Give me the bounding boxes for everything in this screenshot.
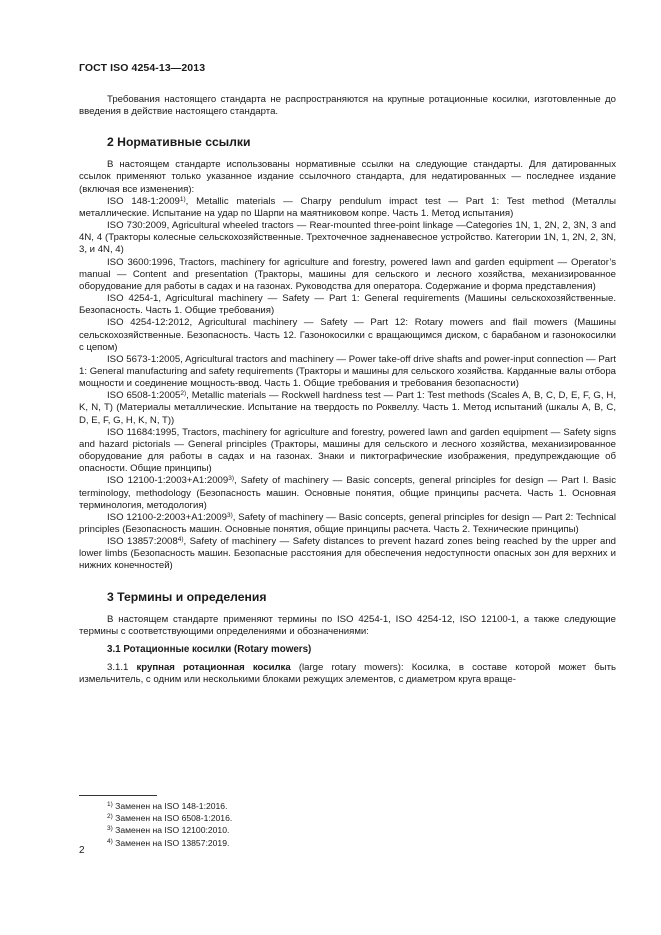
- page-number: 2: [79, 845, 85, 856]
- section-3-title: 3 Термины и определения: [107, 589, 267, 604]
- footnote-mark: 4): [107, 837, 113, 845]
- footnote-mark: 2): [107, 813, 113, 821]
- section-3-intro: В настоящем стандарте применяют термины по ISO 4254-1, ISO 4254-12, ISO 12100-1, а также следующие термины с соответствующими определениями и обозначениями:: [79, 613, 616, 637]
- term-name: крупная ротационная косилка: [136, 662, 291, 674]
- footnote-text: Заменен на ISO 13857:2019.: [115, 837, 230, 848]
- reference-item: [79, 427, 616, 476]
- reference-title: , Agricultural machinery — Safety — Part 1: General requirements (Машины сельскохозяйственные. Безопасность. Часть 1. Общие требования): [79, 293, 616, 317]
- reference-code: ISO 730:2009: [107, 220, 167, 232]
- footnote-marker: 3): [228, 475, 234, 483]
- reference-item: [79, 354, 616, 390]
- footnote-item: [107, 837, 232, 849]
- reference-code: ISO 13857:2008: [107, 536, 178, 548]
- footnote-text: Заменен на ISO 12100:2010.: [115, 825, 230, 836]
- reference-title: , Metallic materials — Charpy pendulum impact test — Part 1: Test method (Металлы металлические. Испытание на удар по Шарпи на маятниковом копре. Часть 1. Метод испытания): [79, 195, 616, 219]
- reference-code: ISO 12100-1:2003+A1:2009: [107, 475, 229, 487]
- footnote-marker: 1): [179, 195, 186, 203]
- reference-item: [79, 536, 616, 572]
- section-2-intro: В настоящем стандарте использованы нормативные ссылки на следующие стандарты. Для датированных ссылок применяют только указанное издание ссылочного стандарта, для недатированных — последнее издание (включая все изменения):: [79, 159, 616, 195]
- footnote-text: Заменен на ISO 148-1:2016.: [115, 801, 228, 811]
- footnote-marker: 3): [226, 511, 233, 519]
- reference-code: ISO 5673-1:2005: [107, 353, 181, 365]
- footnote-text: Заменен на ISO 6508-1:2016.: [115, 813, 233, 824]
- reference-code: ISO 4254-12:2012: [107, 317, 190, 329]
- footnote-divider: [79, 795, 157, 796]
- reference-code: ISO 6508-1:2005: [107, 390, 181, 402]
- reference-title: , Tractors, machinery for agriculture and forestry, powered lawn and garden equipment — Operator’s manual — Content and presentation (Тракторы, машины для сельского и лесного хозяйства, механизированное оборудование для работы в садах и на газонах. Руководства для оператора. Содержание и форма представления): [79, 256, 616, 292]
- footnote-mark: 3): [107, 825, 113, 833]
- intro-paragraph: Требования настоящего стандарта не распространяются на крупные ротационные косилки, изготовленные до введения в действие настоящего стандарта.: [79, 94, 616, 118]
- reference-item: [79, 475, 616, 511]
- term-3-1-1: [79, 662, 616, 686]
- document-body: [79, 94, 616, 686]
- reference-title: , Agricultural machinery — Safety — Part 12: Rotary mowers and flail mowers (Машины сельскохозяйственные. Безопасность. Часть 12. Газонокосилки с вращающимся диском, с барабаном и газонокосилки с цепом): [79, 317, 616, 353]
- reference-item: [79, 390, 616, 426]
- reference-item: [79, 257, 616, 293]
- document-header: ГОСТ ISO 4254-13—2013: [79, 62, 206, 74]
- footnotes: [107, 800, 232, 849]
- reference-code: ISO 4254-1: [107, 293, 159, 305]
- reference-code: ISO 12100-2:2003+A1:2009: [107, 511, 227, 523]
- reference-item: [79, 220, 616, 256]
- term-definition: (large rotary mowers): Косилка, в составе которой может быть измельчитель, с одним или несколькими блоками режущих элементов, с диаметром круга враще-: [79, 662, 617, 686]
- reference-title: , Tractors, machinery for agriculture and forestry, powered lawn and garden equipment — Safety signs and hazard pictorials — General principles (Тракторы, машины для сельского и лесного хозяйства, механизированное оборудование для работы в садах и на газонах. Знаки и пиктографические изображения, предупреждающие об опасности. Общие принципы): [79, 426, 616, 475]
- reference-title: , Agricultural wheeled tractors — Rear-mounted three-point linkage —Categories 1N, 1, 2N, 2, 3N, 3 and 4N, 4 (Тракторы колесные сельскохозяйственные. Трехточечное задненавесное устройство. Категории 1N, 1, 2N, 2, 3N, 3, и 4N, 4): [79, 220, 616, 256]
- reference-list: [79, 196, 616, 573]
- footnote-mark: 1): [107, 801, 113, 808]
- reference-title: , Metallic materials — Rockwell hardness test — Part 1: Test methods (Scales A, B, C, D, E, F, G, H, K, N, T) (Материалы металлические. Испытание на твердость по Роквеллу. Часть 1. Метод испытаний (шкалы A, B, C, D, E, F, G, H, K, N, T)): [79, 390, 616, 426]
- reference-code: ISO 11684:1995: [107, 426, 177, 438]
- term-number: 3.1.1: [107, 662, 129, 674]
- subsection-3-1-title: 3.1 Ротационные косилки (Rotary mowers): [107, 643, 312, 655]
- reference-item: [79, 512, 616, 536]
- footnote-item: [107, 800, 232, 812]
- reference-code: ISO 3600:1996: [107, 256, 173, 268]
- footnote-marker: 2): [180, 390, 187, 398]
- reference-title: , Safety of machinery — Basic concepts, general principles for design — Part 2: Technical principles (Безопасность машин. Основные понятия, общие принципы расчета. Часть 2. Технические принципы): [79, 511, 616, 535]
- reference-item: [79, 317, 616, 353]
- reference-title: , Agricultural tractors and machinery — Power take-off drive shafts and power-input connection — Part 1: General manufacturing and safety requirements (Тракторы и машины для сельского хозяйства. Карданные валы отбора мощности и соединение мощность-ввод. Часть 1. Общие требования и требования безопасности): [79, 353, 616, 390]
- reference-item: [79, 293, 616, 317]
- section-2-title: 2 Нормативные ссылки: [107, 135, 251, 150]
- footnote-item: [107, 824, 232, 836]
- footnote-item: [107, 812, 232, 824]
- reference-title: , Safety of machinery — Safety distances to prevent hazard zones being reached by the upper and lower limbs (Безопасность машин. Безопасные расстояния для обеспечения недоступности опасных зон для верхних и нижних конечностей): [79, 536, 616, 572]
- reference-title: , Safety of machinery — Basic concepts, general principles for design — Part I. Basic terminology, methodology (Безопасность машин. Основные понятия, общие принципы расчета. Часть 1. Основная терминология, методология): [79, 475, 616, 511]
- reference-code: ISO 148-1:2009: [107, 195, 180, 207]
- reference-item: [79, 196, 616, 220]
- footnote-marker: 4): [177, 536, 184, 544]
